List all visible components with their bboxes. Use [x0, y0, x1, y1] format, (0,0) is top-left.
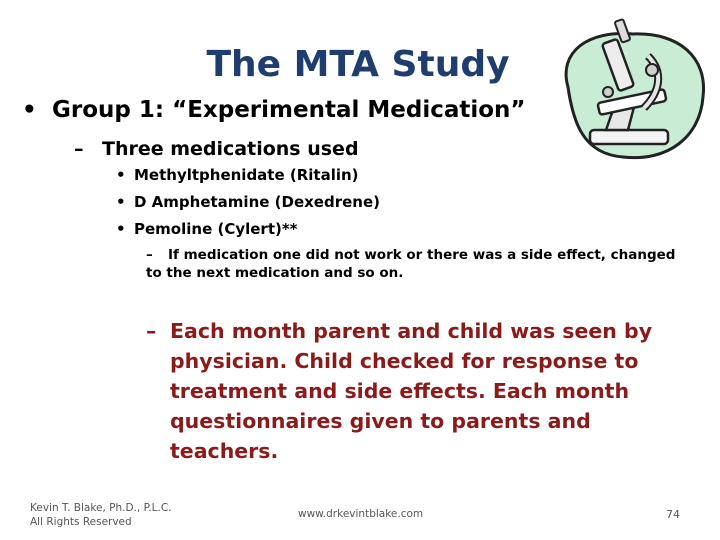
bullet-marker: •	[116, 193, 126, 211]
medication-text: D Amphetamine (Dexedrene)	[134, 193, 380, 211]
monthly-visit-highlight	[146, 316, 666, 466]
medication-item	[116, 166, 359, 184]
note-text: If medication one did not work or there was a side effect, changed to the next medication and so on.	[146, 247, 676, 281]
highlight-text: Each month parent and child was seen by physician. Child checked for response to treatment and side effects. Each month questionnaires given to parents and teachers.	[170, 319, 653, 463]
bullet-three-medications	[74, 138, 359, 160]
bullet-marker: •	[22, 97, 37, 123]
bullet-text: Group 1: “Experimental Medication”	[52, 97, 526, 123]
medication-text: Pemoline (Cylert)**	[134, 220, 298, 238]
bullet-text: Three medications used	[102, 138, 359, 160]
bullet-group-1	[22, 97, 526, 123]
microscope-icon	[548, 12, 713, 172]
bullet-marker: •	[116, 220, 126, 238]
footer-author: Kevin T. Blake, Ph.D., P.L.C.	[30, 502, 172, 514]
dash-marker: –	[74, 138, 84, 160]
side-effect-note	[146, 246, 691, 282]
medication-item	[116, 193, 380, 211]
dash-marker: –	[146, 247, 153, 263]
page-number: 74	[666, 508, 680, 521]
slide-title: The MTA Study	[206, 44, 510, 85]
footer-rights: All Rights Reserved	[30, 516, 132, 528]
medication-text: Methyltphenidate (Ritalin)	[134, 166, 359, 184]
footer-website: www.drkevintblake.com	[298, 508, 424, 520]
bullet-marker: •	[116, 166, 126, 184]
medication-item	[116, 220, 298, 238]
dash-marker: –	[146, 319, 157, 343]
